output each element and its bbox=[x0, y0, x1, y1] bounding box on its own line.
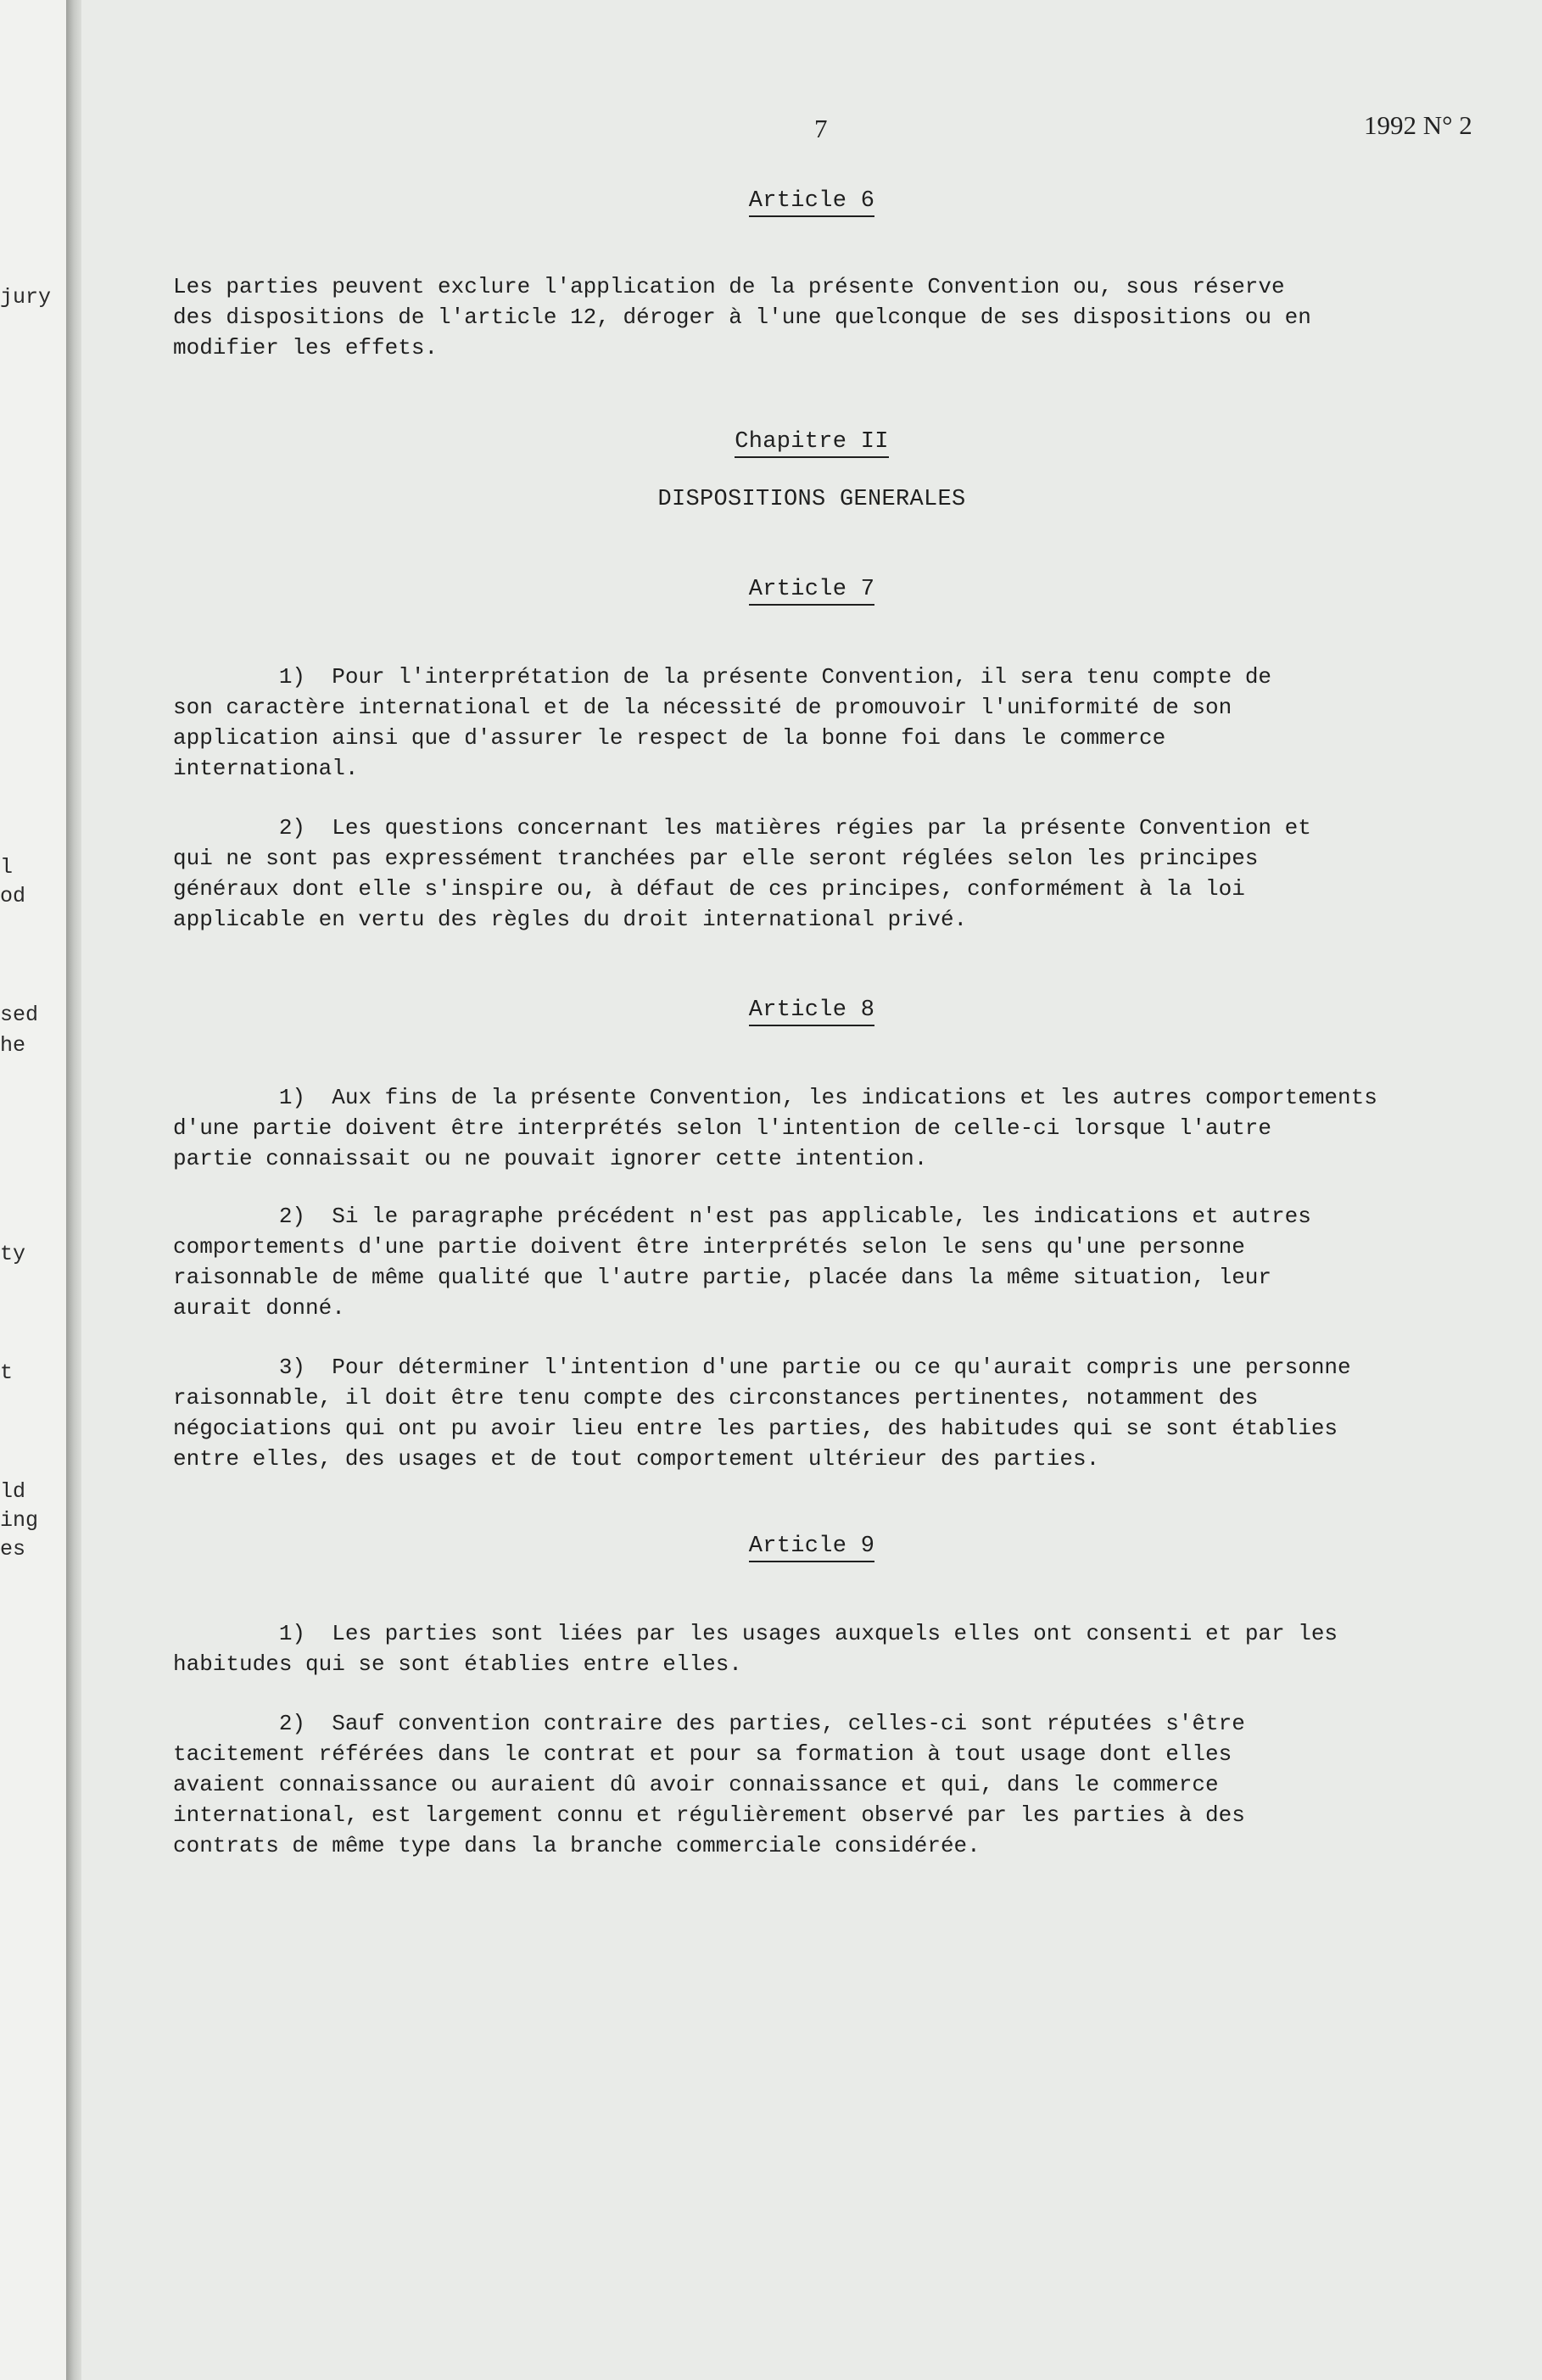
article-9-paragraph-2: 2) Sauf convention contraire des parties, celles-ci sont réputées s'être tacitement référées dans le contrat et pour sa formation à tout usage dont elles avaient connaissance ou auraient dû avoir connaissance et qui, dans le commerce international, est largement connu et régulièrement observé par les parties à des contrats de même type dans la branche commerciale considérée. bbox=[173, 1711, 1245, 1858]
document-reference: 1992 N° 2 bbox=[1364, 110, 1472, 140]
previous-page-strip bbox=[0, 0, 66, 2380]
chapter-title: Chapitre II bbox=[81, 429, 1542, 455]
page-number: 7 bbox=[814, 114, 828, 143]
margin-fragment: ld bbox=[0, 1479, 26, 1504]
margin-fragment: jury bbox=[0, 285, 52, 310]
page-binding-gutter bbox=[66, 0, 81, 2380]
article-7-paragraph-2: 2) Les questions concernant les matières régies par la présente Convention et qui ne sont pas expressément tranchées par elle seront réglées selon les principes généraux dont elle s'inspire ou, à défaut de ces principes, conformément à la loi applicable en vertu des règles du droit international privé. bbox=[173, 815, 1311, 932]
article-6-text: Les parties peuvent exclure l'application de la présente Convention ou, sous réserve des dispositions de l'article 12, déroger à l'une quelconque de ses dispositions ou en modifier les effets. bbox=[173, 274, 1311, 360]
margin-fragment: ing bbox=[0, 1508, 39, 1533]
article-7-heading: Article 7 bbox=[81, 577, 1542, 602]
margin-fragment: ty bbox=[0, 1242, 26, 1266]
article-8-paragraph-2: 2) Si le paragraphe précédent n'est pas applicable, les indications et autres comportements d'une partie doivent être interprétés selon le sens qu'une personne raisonnable de même qualité que l'autre partie, placée dans la même situation, leur aurait donné. bbox=[173, 1204, 1311, 1321]
article-6-heading: Article 6 bbox=[81, 188, 1542, 214]
article-7-paragraph-1: 1) Pour l'interprétation de la présente Convention, il sera tenu compte de son caractère international et de la nécessité de promouvoir l'uniformité de son application ainsi que d'assurer le respect de la bonne foi dans le commerce international. bbox=[173, 664, 1272, 781]
article-8-paragraph-3: 3) Pour déterminer l'intention d'une partie ou ce qu'aurait compris une personne raisonnable, il doit être tenu compte des circonstances pertinentes, notamment des négociations qui ont pu avoir lieu entre les parties, des habitudes qui se sont établies entre elles, des usages et de tout comportement ultérieur des parties. bbox=[173, 1355, 1351, 1472]
article-9-paragraph-1: 1) Les parties sont liées par les usages auxquels elles ont consenti et par les habitudes qui se sont établies entre elles. bbox=[173, 1621, 1338, 1677]
article-9-heading: Article 9 bbox=[81, 1534, 1542, 1559]
margin-fragment: t bbox=[0, 1360, 14, 1385]
margin-fragment: od bbox=[0, 884, 26, 908]
margin-fragment: he bbox=[0, 1033, 26, 1058]
margin-fragment: sed bbox=[0, 1003, 39, 1027]
article-8-paragraph-1: 1) Aux fins de la présente Convention, les indications et les autres comportements d'une partie doivent être interprétés selon l'intention de celle-ci lorsque l'autre partie connaissait ou ne pouvait ignorer cette intention. bbox=[173, 1085, 1377, 1171]
article-8-heading: Article 8 bbox=[81, 997, 1542, 1023]
chapter-subtitle: DISPOSITIONS GENERALES bbox=[657, 487, 966, 512]
margin-fragment: es bbox=[0, 1537, 26, 1562]
margin-fragment: l bbox=[0, 855, 14, 880]
document-page bbox=[81, 0, 1542, 2380]
